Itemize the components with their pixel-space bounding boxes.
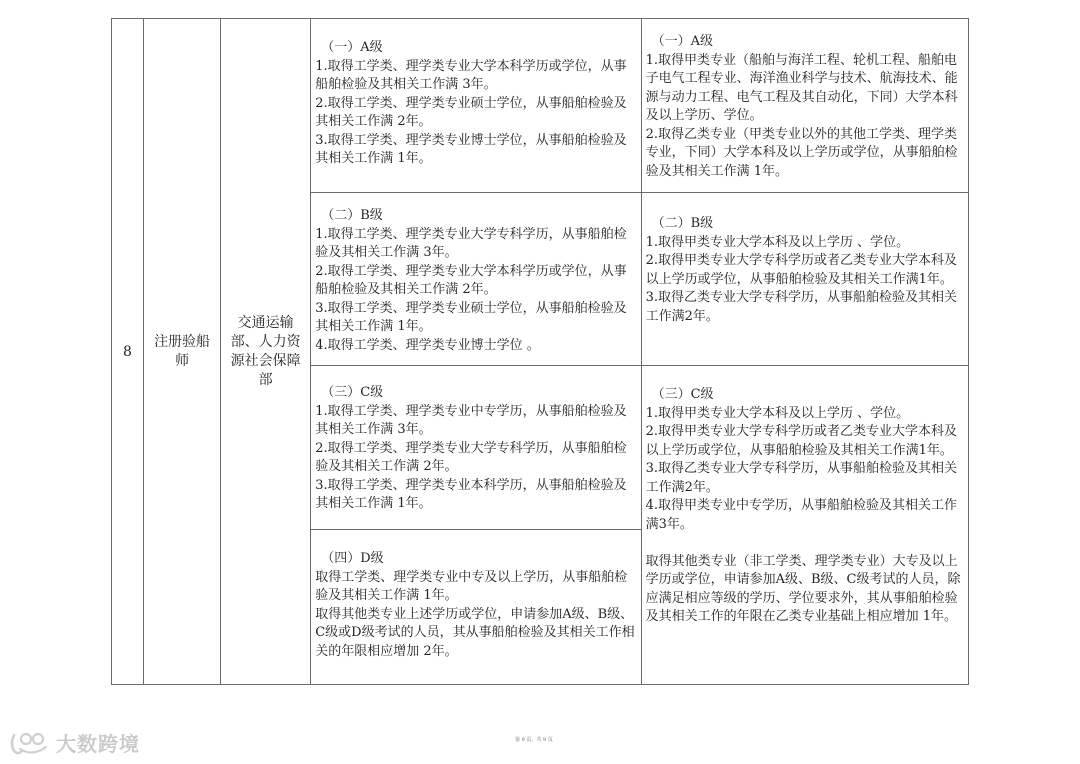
right-level-b-cell xyxy=(641,193,968,366)
left-level-b-heading: （二）B级 xyxy=(321,208,383,223)
left-level-c-body: 1.取得工学类、理学类专业中专学历，从事船舶检验及其相关工作满 3年。 2.取得工学类、理学类专业大学专科学历，从事船舶检验及其相关工作满 2年。 3.取得工学类、理学类专业本科学历，从事船舶检验及其相关工作满 1年。 xyxy=(315,403,627,511)
right-level-c-cell xyxy=(641,366,968,685)
left-level-c-heading: （三）C级 xyxy=(321,385,384,400)
page-number: 第 9 页，共 9 页 xyxy=(515,737,553,743)
left-level-d-body: 取得工学类、理学类专业中专及以上学历，从事船舶检验及其相关工作满 1年。 取得其他类专业上述学历或学位，申请参加A级、B级、C级或D级考试的人员，其从事船舶检验及其相关工作相关的年限相应增加 2年。 xyxy=(315,569,635,659)
right-level-b xyxy=(642,193,968,326)
left-level-a xyxy=(311,19,640,169)
left-level-d-cell xyxy=(311,530,641,685)
left-level-d xyxy=(311,530,640,661)
left-level-a-body: 1.取得工学类、理学类专业大学本科学历或学位，从事船舶检验及其相关工作满 3年。 2.取得工学类、理学类专业硕士学位，从事船舶检验及其相关工作满 2年。 3.取得工学类、理学类专业博士学位，从事船舶检验及其相关工作满 1年。 xyxy=(315,58,627,166)
qualification-table xyxy=(111,18,969,685)
left-level-a-cell xyxy=(311,19,641,193)
right-level-a-body: 1.取得甲类专业（船舶与海洋工程、轮机工程、船舶电子电气工程专业、海洋渔业科学与技术、航海技术、能源与动力工程、电气工程及其自动化，下同）大学本科及以上学历、学位。 2.取得乙类专业（甲类专业以外的其他工学类、理学类专业，下同）大学本科及以上学历或学位，从事船舶检验及其相关工作满 1年。 xyxy=(645,52,958,179)
right-level-b-body: 1.取得甲类专业大学本科及以上学历 、学位。 2.取得甲类专业大学专科学历或者乙类专业大学本科及以上学历或学位，从事船舶检验及其相关工作满1年。 3.取得乙类专业大学专科学历，从事船舶检验及其相关工作满2年。 xyxy=(645,234,957,324)
left-level-c-cell xyxy=(311,366,641,530)
right-level-a-heading: （一）A级 xyxy=(651,34,713,49)
left-level-c xyxy=(311,366,640,514)
watermark-logo-icon xyxy=(8,729,52,757)
left-level-b xyxy=(311,193,640,355)
right-level-a-cell xyxy=(641,19,968,193)
occupation-name: 注册验船师 xyxy=(144,19,221,685)
right-level-c-heading: （三）C级 xyxy=(651,387,714,402)
left-level-b-body: 1.取得工学类、理学类专业大学专科学历，从事船舶检验及其相关工作满 3年。 2.取得工学类、理学类专业大学本科学历或学位，从事船舶检验及其相关工作满 2年。 3.取得工学类、理学类专业硕士学位，从事船舶检验及其相关工作满 1年。 4.取得工学类、理学类专业博士学位 。 xyxy=(315,226,627,353)
row-number: 8 xyxy=(112,19,144,685)
right-level-c xyxy=(642,366,968,627)
watermark xyxy=(8,728,140,757)
right-level-c-body: 1.取得甲类专业大学本科及以上学历 、学位。 2.取得甲类专业大学专科学历或者乙类专业大学本科及以上学历或学位，从事船舶检验及其相关工作满1年。 3.取得乙类专业大学专科学历，从事船舶检验及其相关工作满2年。 4.取得甲类专业中专学历，从事船舶检验及其相关工作满3年。 取得其他类专业（非工学类、理学类专业）大专及以上学历或学位，申请参加A级、B级、C级考试的人员，除应满足相应等级的学历、学位要求外，其从事船舶检验及其相关工作的年限在乙类专业基础上相应增加 1年。 xyxy=(645,405,961,624)
right-level-a xyxy=(642,19,968,181)
department-name: 交通运输部、人力资源社会保障部 xyxy=(221,19,311,685)
right-level-b-heading: （二）B级 xyxy=(651,216,714,231)
left-level-a-heading: （一）A级 xyxy=(321,40,383,55)
left-level-b-cell xyxy=(311,193,641,366)
watermark-text: 大数跨境 xyxy=(56,732,140,756)
left-level-d-heading: （四）D级 xyxy=(321,551,384,566)
